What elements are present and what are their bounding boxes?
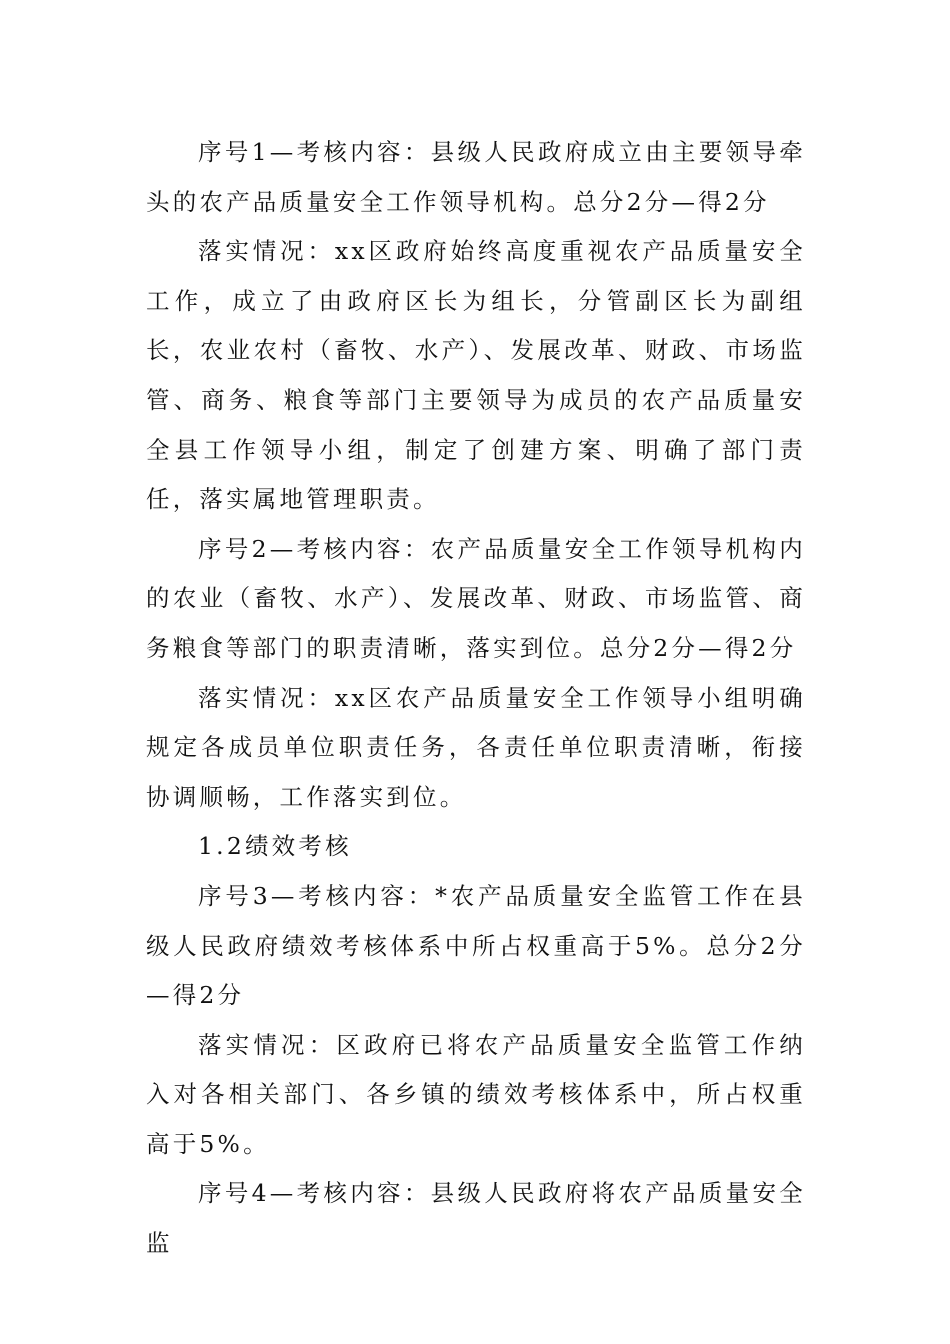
paragraph-item-1-status: 落实情况：xx区政府始终高度重视农产品质量安全工作，成立了由政府区长为组长，分管副区长为副组长，农业农村（畜牧、水产）、发展改革、财政、市场监管、商务、粮食等部门主要领导为成员的农产品质量安全县工作领导小组，制定了创建方案、明确了部门责任，落实属地管理职责。 [146,237,806,514]
paragraph-item-4-header: 序号4—考核内容：县级人民政府将农产品质量安全监 [146,1179,806,1258]
paragraph-item-1-header: 序号1—考核内容：县级人民政府成立由主要领导牵头的农产品质量安全工作领导机构。总分2分—得2分 [146,138,806,216]
paragraph-item-2-status: 落实情况：xx区农产品质量安全工作领导小组明确规定各成员单位职责任务，各责任单位职责清晰，衔接协调顺畅，工作落实到位。 [146,683,806,811]
section-heading: 1.2绩效考核 [198,832,352,861]
paragraph-item-3-status: 落实情况：区政府已将农产品质量安全监管工作纳入对各相关部门、各乡镇的绩效考核体系中，所占权重高于5%。 [146,1030,806,1158]
document-body [146,128,806,1269]
paragraph-item-2-header: 序号2—考核内容：农产品质量安全工作领导机构内的农业（畜牧、水产）、发展改革、财政、市场监管、商务粮食等部门的职责清晰，落实到位。总分2分—得2分 [146,534,806,662]
paragraph-item-3-header: 序号3—考核内容：*农产品质量安全监管工作在县级人民政府绩效考核体系中所占权重高于5%。总分2分—得2分 [146,881,806,1010]
